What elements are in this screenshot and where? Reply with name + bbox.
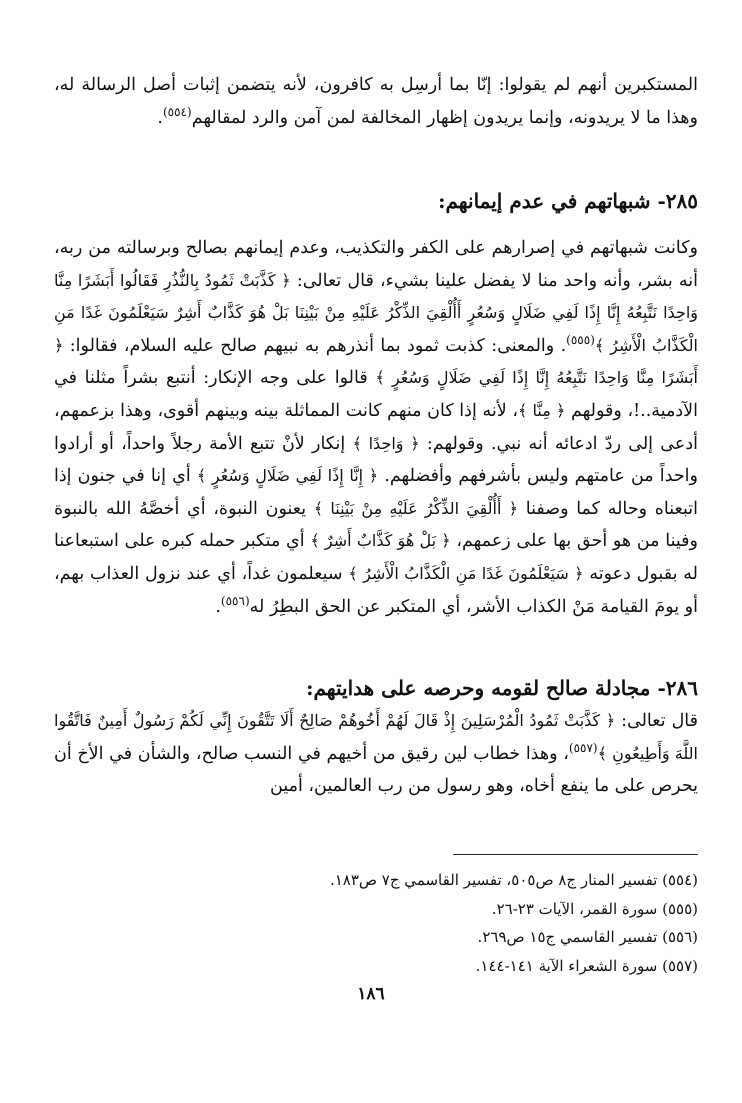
footnote-item: (٥٥٥) سورة القمر، الآيات ٢٣-٢٦. [491, 899, 698, 918]
footnote-item: (٥٥٤) تفسير المنار ج٨ ص٥٠٥، تفسير القاسمي ج٧ ص١٨٣. [329, 871, 698, 889]
footnote-divider [453, 854, 698, 855]
quran-verse: ﴿ أَبَشَرًا مِنَّا وَاحِدًا نَتَّبِعُهُ إِنَّا إِذًا لَفِي ضَلَالٍ وَسُعُرٍ ﴾ [54, 335, 698, 388]
section-heading-285: ٢٨٥- شبهاتهم في عدم إيمانهم: [438, 189, 698, 213]
quran-verse: ﴿ وَاحِدًا ﴾ [352, 433, 420, 453]
footnote-item: (٥٥٧) سورة الشعراء الآية ١٤١-١٤٤. [475, 956, 698, 975]
footnote-reference: (٥٥٤) [162, 104, 192, 119]
paragraph-text: . [215, 596, 221, 617]
paragraph-section-286 [54, 705, 698, 803]
quran-verse: ﴿ سَيَعْلَمُونَ غَدًا مَنِ الْكَذَّابُ الْأَشِرُ ﴾ [348, 563, 584, 583]
paragraph-text: سيعلمون غداً، أي عند نزول العذاب بهم، أو يومَ القيامة مَنْ الكذاب الأشر، أي المتكبر عن الحق البطِرُ له [54, 563, 698, 617]
paragraph-text: أي إنا في جنون إذا اتبعناه وحاله كما وصفنا [54, 466, 698, 519]
paragraph-text: إنكار لأنْ تتبع الأمة رجلاً واحداً، أو أرادوا واحداً من عامتهم وليس بأشرفهم وأفضلهم. [54, 433, 698, 487]
footnote-reference: (٥٥٧) [568, 740, 598, 755]
footnote-reference: (٥٥٥) [566, 332, 595, 347]
paragraph-text: المستكبرين أنهم لم يقولوا: إنّا بما أرسِل به كافرون، لأنه يتضمن إثبات أصل الرسالة له، وهذا ما لا يريدونه، وإنما يريدون إظهار المخالفة لمن آمن والرد لمقالهم [54, 75, 698, 128]
quran-verse: ﴿ كَذَّبَتْ ثَمُودُ بِالنُّذُرِ فَقَالُوا أَبَشَرًا مِنَّا وَاحِدًا نَتَّبِعُهُ إِنَّا إِذًا لَفِي ضَلَالٍ وَسُعُرٍ أَأُلْقِيَ الذِّكْرُ عَلَيْهِ مِنْ بَيْنِنَا بَلْ هُوَ كَذَّابٌ أَشِرٌ سَيَعْلَمُونَ غَدًا مَنِ الْكَذَّابُ الْأَشِرُ ﴾ [54, 270, 698, 355]
paragraph-text: . والمعنى: كذبت ثمود بما أنذرهم به نبيهم صالح عليه السلام، فقالوا: [69, 335, 567, 356]
paragraph-intro [54, 69, 698, 134]
footnotes-list [54, 866, 698, 980]
paragraph-text: قالوا على وجه الإنكار: أنتبع بشراً مثلنا في الآدمية..!، وقولهم [54, 368, 698, 421]
quran-verse: ﴿ مِنَّا ﴾ [517, 400, 566, 420]
quran-verse: ﴿ كَذَّبَتْ ثَمُودُ الْمُرْسَلِينَ إِذْ قَالَ لَهُمْ أَخُوهُمْ صَالِحٌ أَلَا تَتَّقُونَ إِنِّي لَكُمْ رَسُولٌ أَمِينٌ فَاتَّقُوا اللَّهَ وَأَطِيعُونِ ﴾ [54, 711, 698, 763]
paragraph-section-285 [54, 232, 698, 623]
paragraph-text: أي متكبر حمله كبره على استبعاعنا له بقبول دعوته [54, 531, 698, 584]
footnote-reference: (٥٥٦) [220, 593, 250, 608]
paragraph-text: ، لأنه إذا كان منهم كانت المماثلة بينه وبينهم أقوى، وهذا بزعمهم، أدعى إلى ردّ ادعائه أنه نبي. وقولهم: [54, 400, 698, 454]
section-heading-286: ٢٨٦- مجادلة صالح لقومه وحرصه على هدايتهم: [306, 676, 698, 700]
quran-verse: ﴿ إِنَّا إِذًا لَفِي ضَلَالٍ وَسُعُرٍ ﴾ [196, 466, 379, 486]
footnote-item: (٥٥٦) تفسير القاسمي ج١٥ ص٢٦٩. [477, 928, 698, 946]
page-number: ١٨٦ [357, 984, 385, 1004]
paragraph-text: يعنون النبوة، أي أخصَّهُ الله بالنبوة وفينا من هو أحق بها على زعمهم، [54, 498, 698, 552]
paragraph-text: قال تعالى: [621, 711, 698, 731]
quran-verse: ﴿ بَلْ هُوَ كَذَّابٌ أَشِرٌ ﴾ [310, 531, 451, 551]
quran-verse: ﴿ أَأُلْقِيَ الذِّكْرُ عَلَيْهِ مِنْ بَيْنِنَا ﴾ [313, 498, 519, 518]
paragraph-text: . [157, 107, 163, 128]
paragraph-text: ، وهذا خطاب لين رقيق من أخيهم في النسب صالح، والشأن في الأخ أن يحرص على ما ينفع أخاه، وهو رسول من رب العالمين، أمين [54, 743, 698, 797]
paragraph-text: وكانت شبهاتهم في إصرارهم على الكفر والتكذيب، وعدم إيمانهم بصالح وبرسالته من ربه، أنه بشر، وأنه واحد منا لا يفضل علينا بشيء، قال تعالى: [54, 238, 698, 291]
